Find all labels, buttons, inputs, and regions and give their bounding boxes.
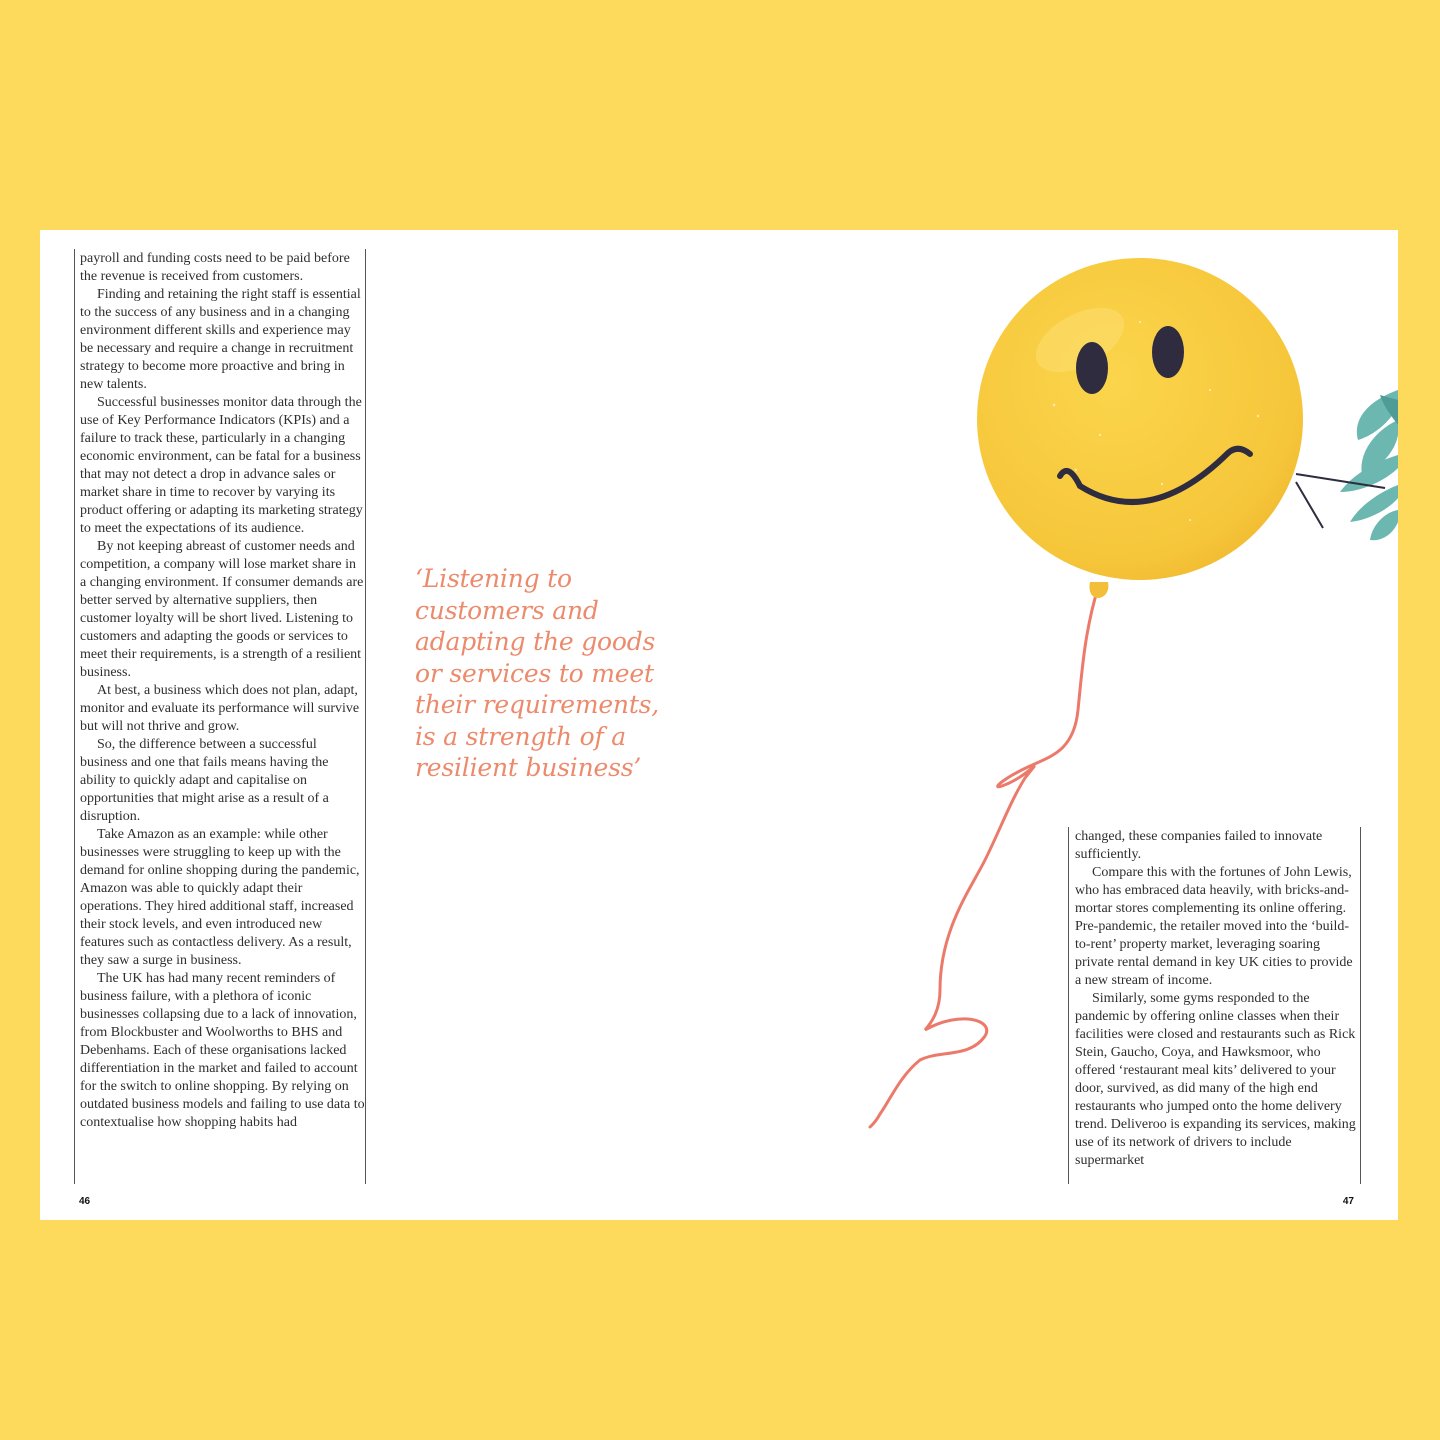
right-eye-icon [1152, 326, 1184, 378]
balloon-knot [1089, 582, 1108, 598]
left-text-column [74, 249, 366, 1184]
pull-quote: ‘Listening to customers and adapting the goods or services to meet their requirements, is a strength of a resilient business’ [415, 564, 660, 782]
balloon-body [977, 258, 1303, 580]
paragraph: By not keeping abreast of customer needs and competition, a company will lose market share in a changing environment. If consumer demands are better served by alternative suppliers, then customer loyalty will be short lived. Listening to customers and adapting the goods or services to meet their requirements, is a strength of a resilient business. [80, 539, 364, 680]
paragraph: payroll and funding costs need to be paid before the revenue is received from customers. [80, 251, 350, 284]
paragraph: The UK has had many recent reminders of business failure, with a plethora of iconic businesses collapsing due to a lack of innovation, from Blockbuster and Woolworths to BHS and Debenhams. Each of these organisations lacked differentiation in the market and failed to account for the switch to online shopping. By relying on outdated business models and failing to use data to contextualise how shopping habits had [80, 971, 365, 1130]
paragraph: Successful businesses monitor data through the use of Key Performance Indicators (KPIs) and a failure to track these, particularly in a changing economic environment, can be fatal for a business that may not detect a drop in advance sales or market share in time to recover by varying its product offering or adapting its marketing strategy to meet the expectations of its audience. [80, 395, 363, 536]
paragraph: Finding and retaining the right staff is essential to the success of any business and in a changing environment different skills and experience may be necessary and require a change in recruitment strategy to become more proactive and bring in new talents. [80, 287, 361, 392]
page-number-left: 46 [79, 1196, 91, 1207]
paragraph: So, the difference between a successful business and one that fails means having the ability to quickly adapt and capitalise on opportunities that might arise as a result of a disruption. [80, 737, 329, 824]
magazine-spread [40, 230, 1398, 1220]
balloon-string [870, 588, 1098, 1127]
paragraph: changed, these companies failed to innovate sufficiently. [1075, 829, 1323, 862]
page-number-right: 47 [1342, 1196, 1354, 1207]
leaf-icon [1340, 390, 1398, 540]
paragraph: Compare this with the fortunes of John Lewis, who has embraced data heavily, with bricks-and-mortar stores complementing its online offering. Pre-pandemic, the retailer moved into the ‘build-to-rent’ property market, leveraging soaring private rental demand in key UK cities to provide a new stream of income. [1075, 865, 1353, 988]
right-text-column [1068, 827, 1361, 1184]
paragraph: At best, a business which does not plan, adapt, monitor and evaluate its performance will survive but will not thrive and grow. [80, 683, 360, 734]
left-eye-icon [1076, 342, 1108, 394]
paragraph: Similarly, some gyms responded to the pandemic by offering online classes when their facilities were closed and restaurants such as Rick Stein, Gaucho, Coya, and Hawksmoor, who offered ‘restaurant meal kits’ delivered to your door, survived, as did many of the high end restaurants who jumped onto the home delivery trend. Deliveroo is expanding its services, making use of its network of drivers to include supermarket [1075, 991, 1356, 1168]
paragraph: Take Amazon as an example: while other businesses were struggling to keep up with the demand for online shopping during the pandemic, Amazon was able to quickly adapt their operations. They hired additional staff, increased their stock levels, and even introduced new features such as contactless delivery. As a result, they saw a surge in business. [80, 827, 360, 968]
